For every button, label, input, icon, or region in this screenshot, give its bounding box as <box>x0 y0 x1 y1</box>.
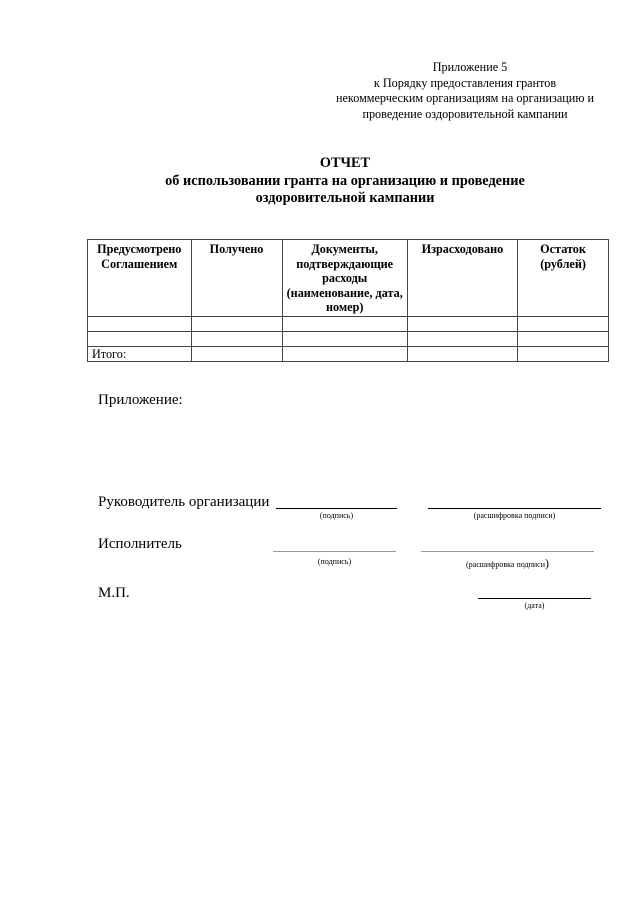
table-header-row <box>88 240 609 317</box>
table-cell[interactable] <box>191 347 282 362</box>
column-header-planned: Предусмотрено Соглашением <box>88 240 192 317</box>
date-caption: (дата) <box>524 601 545 610</box>
report-title: ОТЧЕТ <box>319 155 371 171</box>
table-cell[interactable] <box>88 332 192 347</box>
table-total-row <box>88 347 609 362</box>
appendix-line-4: проведение оздоровительной кампании <box>362 106 568 121</box>
executor-decoding-caption <box>421 556 594 571</box>
table-cell[interactable] <box>282 317 407 332</box>
table-cell[interactable] <box>191 317 282 332</box>
executor-decoding-caption-paren: ) <box>545 556 549 570</box>
column-header-documents: Документы, подтверждающие расходы (наименование, дата, номер) <box>282 240 407 317</box>
total-label: Итого: <box>88 347 192 362</box>
column-header-received: Получено <box>191 240 282 317</box>
report-table <box>87 239 609 362</box>
column-header-spent: Израсходовано <box>407 240 517 317</box>
table-cell[interactable] <box>282 347 407 362</box>
seal-label: М.П. <box>98 585 130 601</box>
table-cell[interactable] <box>407 332 517 347</box>
date-line[interactable] <box>478 598 591 599</box>
attachment-label: Приложение: <box>98 392 183 408</box>
appendix-line-3: некоммерческим организациям на организацию и <box>335 91 594 105</box>
head-signature-line[interactable] <box>276 508 397 509</box>
table-cell[interactable] <box>518 347 609 362</box>
executor-label: Исполнитель <box>98 536 182 552</box>
executor-decoding-line[interactable] <box>421 551 594 552</box>
report-subtitle-line-1: об использовании гранта на организацию и проведение <box>165 173 525 189</box>
executor-signature-line[interactable] <box>273 551 396 552</box>
table-cell[interactable] <box>407 347 517 362</box>
appendix-header <box>300 60 630 122</box>
report-subtitle-line-2: оздоровительной кампании <box>255 190 435 206</box>
head-signature-caption: (подпись) <box>319 511 354 520</box>
table-row <box>88 332 609 347</box>
table-cell[interactable] <box>88 317 192 332</box>
appendix-line-2: к Порядку предоставления грантов <box>373 75 557 90</box>
table-cell[interactable] <box>518 317 609 332</box>
table-cell[interactable] <box>282 332 407 347</box>
table-cell[interactable] <box>191 332 282 347</box>
executor-signature-caption: (подпись) <box>317 557 352 566</box>
table-cell[interactable] <box>407 317 517 332</box>
appendix-number: Приложение 5 <box>432 60 508 74</box>
head-decoding-line[interactable] <box>428 508 601 509</box>
table-cell[interactable] <box>518 332 609 347</box>
head-decoding-caption: (расшифровка подписи) <box>473 511 556 520</box>
head-label: Руководитель организации <box>98 494 270 510</box>
table-row <box>88 317 609 332</box>
executor-decoding-caption-text: (расшифровка подписи <box>466 560 545 569</box>
column-header-balance: Остаток (рублей) <box>518 240 609 317</box>
